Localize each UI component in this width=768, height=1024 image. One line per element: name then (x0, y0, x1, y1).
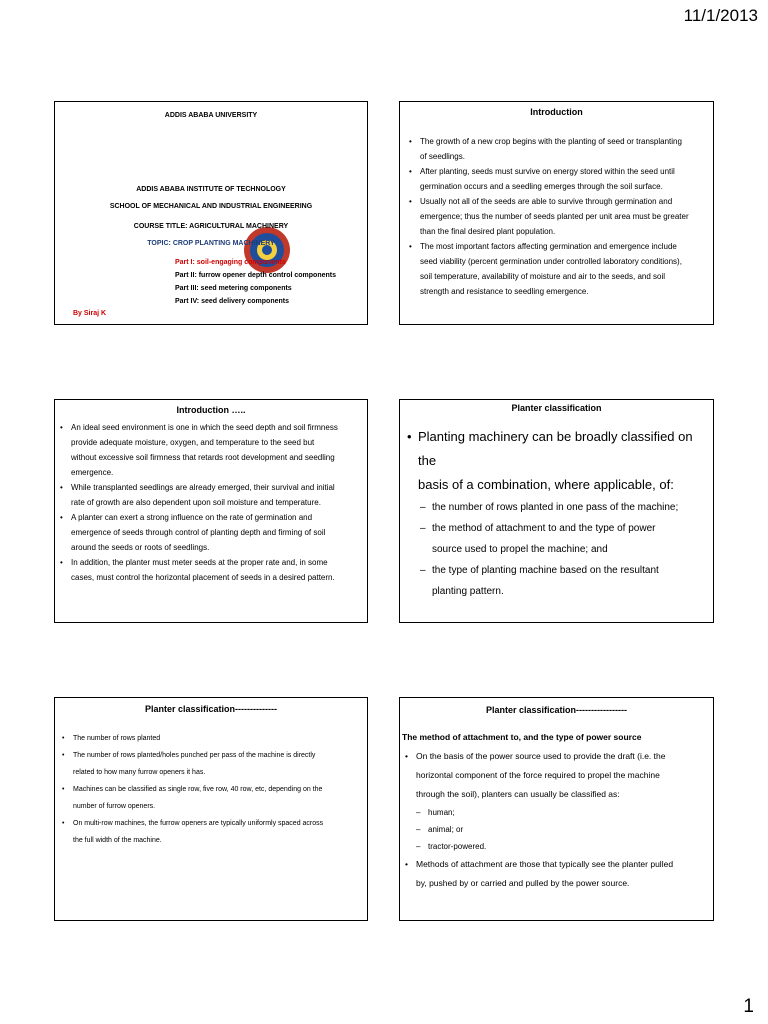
slide-introduction (399, 101, 714, 325)
sub-list-item: – the type of planting machine based on the resultant planting pattern. (404, 560, 709, 602)
part-4: Part IV: seed delivery components (175, 298, 289, 305)
slide-heading: Planter classification----------------- (486, 705, 627, 715)
list-item: • The number of rows planted/holes punched per pass of the machine is directly related to how many furrow openers it has. (59, 747, 363, 781)
sub-list-item: – animal; or (402, 821, 709, 838)
part-3: Part III: seed metering components (175, 285, 292, 292)
slide-heading: Planter classification-------------- (145, 704, 277, 714)
slide-heading: Introduction (530, 107, 583, 117)
list-item: • In addition, the planter must meter seeds at the proper rate and, in some cases, must control the horizontal placement of seeds in a desired pattern. (57, 555, 363, 585)
course-title: COURSE TITLE: AGRICULTURAL MACHINERY (133, 223, 289, 230)
slide-subheading: The method of attachment to, and the type of power source (402, 732, 642, 742)
university-seal-logo (243, 226, 291, 274)
list-item: • The growth of a new crop begins with the planting of seed or transplanting of seedlings. (406, 134, 707, 164)
sub-list-item: – tractor-powered. (402, 838, 709, 855)
print-date: 11/1/2013 (683, 6, 758, 25)
list-item: • An ideal seed environment is one in which the seed depth and soil firmness provide adequate moisture, oxygen, and temperature to the seed but without excessive soil firmness that retards root development and seedling emergence. (57, 420, 363, 480)
school-name: SCHOOL OF MECHANICAL AND INDUSTRIAL ENGINEERING (109, 203, 313, 210)
list-item: • After planting, seeds must survive on energy stored within the seed until germination occurs and a seedling emerges through the soil surface. (406, 164, 707, 194)
slide-planter-classification-rows (54, 697, 368, 921)
list-item: • The number of rows planted (59, 730, 363, 747)
sub-list-item: – the number of rows planted in one pass of the machine; (404, 497, 709, 518)
part-1: Part I: soil-engaging components (175, 259, 286, 266)
list-item: • Planting machinery can be broadly classified on the basis of a combination, where applicable, of: (404, 425, 709, 497)
institute-name: ADDIS ABABA INSTITUTE OF TECHNOLOGY (136, 186, 286, 193)
list-item: • While transplanted seedlings are already emerged, their survival and initial rate of growth are also dependent upon soil moisture and temperature. (57, 480, 363, 510)
author: By Siraj K (73, 310, 107, 317)
part-2: Part II: furrow opener depth control components (175, 272, 337, 279)
slide-planter-classification-power (399, 697, 714, 921)
slide-title (54, 101, 368, 325)
sub-list-item: – human; (402, 804, 709, 821)
list-item: • Usually not all of the seeds are able to survive through germination and emergence; thus the number of seeds planted per unit area must be greater than the final desired plant population. (406, 194, 707, 239)
page-number: 1 (743, 996, 754, 1017)
slide-heading: Planter classification (511, 403, 602, 413)
slide-planter-classification (399, 399, 714, 623)
slide-heading: Introduction ….. (176, 405, 246, 415)
list-item: • The most important factors affecting germination and emergence include seed viability (percent germination under controlled laboratory conditions), soil temperature, availability of moisture and air to the seeds, and soil strength and resistance to seedling emergence. (406, 239, 707, 299)
list-item: • On the basis of the power source used to provide the draft (i.e. the horizontal component of the force required to propel the machine through the soil), planters can usually be classified as: (402, 747, 709, 804)
list-item: • On multi-row machines, the furrow openers are typically uniformly spaced across the full width of the machine. (59, 815, 363, 849)
list-item: • Machines can be classified as single row, five row, 40 row, etc, depending on the number of furrow openers. (59, 781, 363, 815)
sub-list-item: – the method of attachment to and the type of power source used to propel the machine; and (404, 518, 709, 560)
university-name: ADDIS ABABA UNIVERSITY (164, 112, 258, 119)
slide-introduction-continued (54, 399, 368, 623)
list-item: • Methods of attachment are those that typically see the planter pulled by, pushed by or carried and pulled by the power source. (402, 855, 709, 893)
list-item: • A planter can exert a strong influence on the rate of germination and emergence of seeds through control of planting depth and firming of soil around the seeds or roots of seedlings. (57, 510, 363, 555)
topic-title: TOPIC: CROP PLANTING MACHINERY (147, 240, 275, 247)
